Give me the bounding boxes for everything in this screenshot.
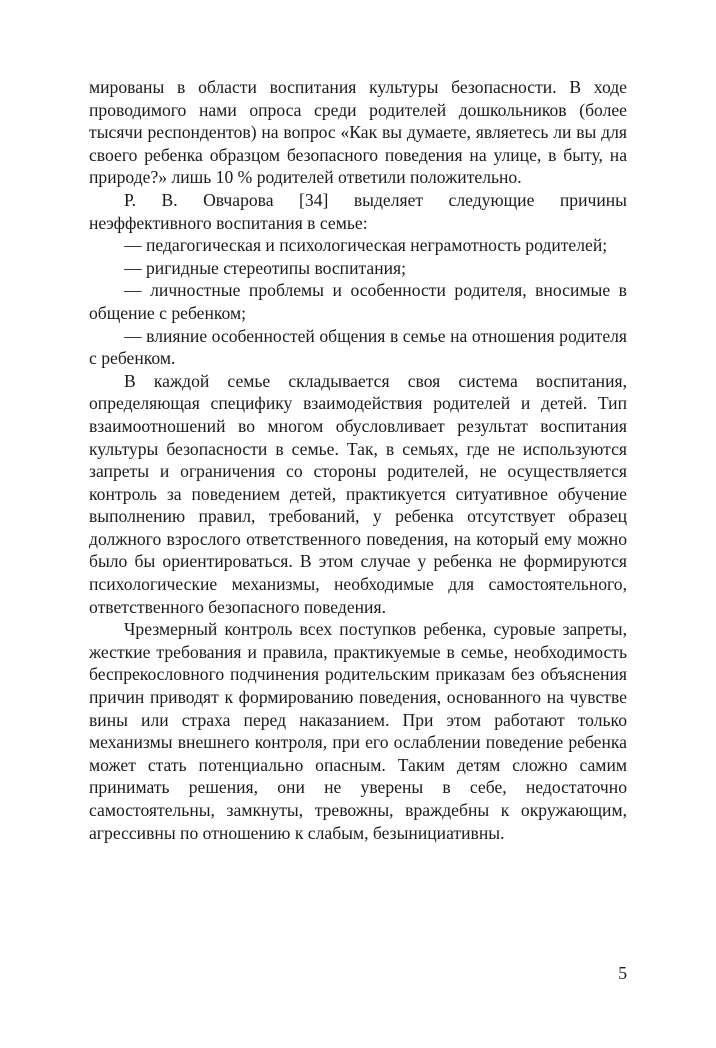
list-item: — личностные проблемы и особенности родителя, вносимые в общение с ребенком;	[89, 280, 627, 323]
paragraph-4: Чрезмерный контроль всех поступков ребенка, суровые запреты, жесткие требования и правила, практикуемые в семье, необходимость беспрекословного подчинения родительским приказам без объяснения причин приводят к формированию поведения, основанного на чувстве вины или страха перед наказанием. При этом работают только механизмы внешнего контроля, при его ослаблении поведение ребенка может стать потенциально опасным. Таким детям сложно самим принимать решения, они не уверены в себе, недостаточно самостоятельны, замкнуты, тревожны, враждебны к окружающим, агрессивны по отношению к слабым, безынициативны.	[89, 619, 627, 843]
page-number: 5	[618, 963, 627, 983]
list-item: — ригидные стереотипы воспитания;	[124, 257, 407, 278]
paragraph-3: В каждой семье складывается своя система воспитания, определяющая специфику взаимодействия родителей и детей. Тип взаимоотношений во многом обусловливает результат воспитания культуры безопасности в семье. Так, в семьях, где не используются запреты и ограничения со стороны родителей, не осуществляется контроль за поведением детей, практикуется ситуативное обучение выполнению правил, требований, у ребенка отсутствует образец должного взрослого ответственного поведения, на который ему можно было бы ориентироваться. В этом случае у ребенка не формируются психологические механизмы, необходимые для самостоятельного, ответственного безопасного поведения.	[89, 370, 627, 617]
list-item: — влияние особенностей общения в семье на отношения родителя с ребенком.	[89, 325, 627, 369]
paragraph-2: Р. В. Овчарова [34] выделяет следующие причины неэффективного воспитания в семье:	[89, 189, 627, 233]
page-body	[89, 76, 627, 844]
reasons-list	[89, 234, 627, 370]
paragraph-1: мированы в области воспитания культуры безопасности. В ходе проводимого нами опроса среди родителей дошкольников (более тысячи респондентов) на вопрос «Как вы думаете, являетесь ли вы для своего ребенка образцом безопасного поведения на улице, в быту, на природе?» лишь 10 % родителей ответили положительно.	[89, 77, 627, 188]
list-item: — педагогическая и психологическая неграмотность родителей;	[124, 235, 608, 256]
